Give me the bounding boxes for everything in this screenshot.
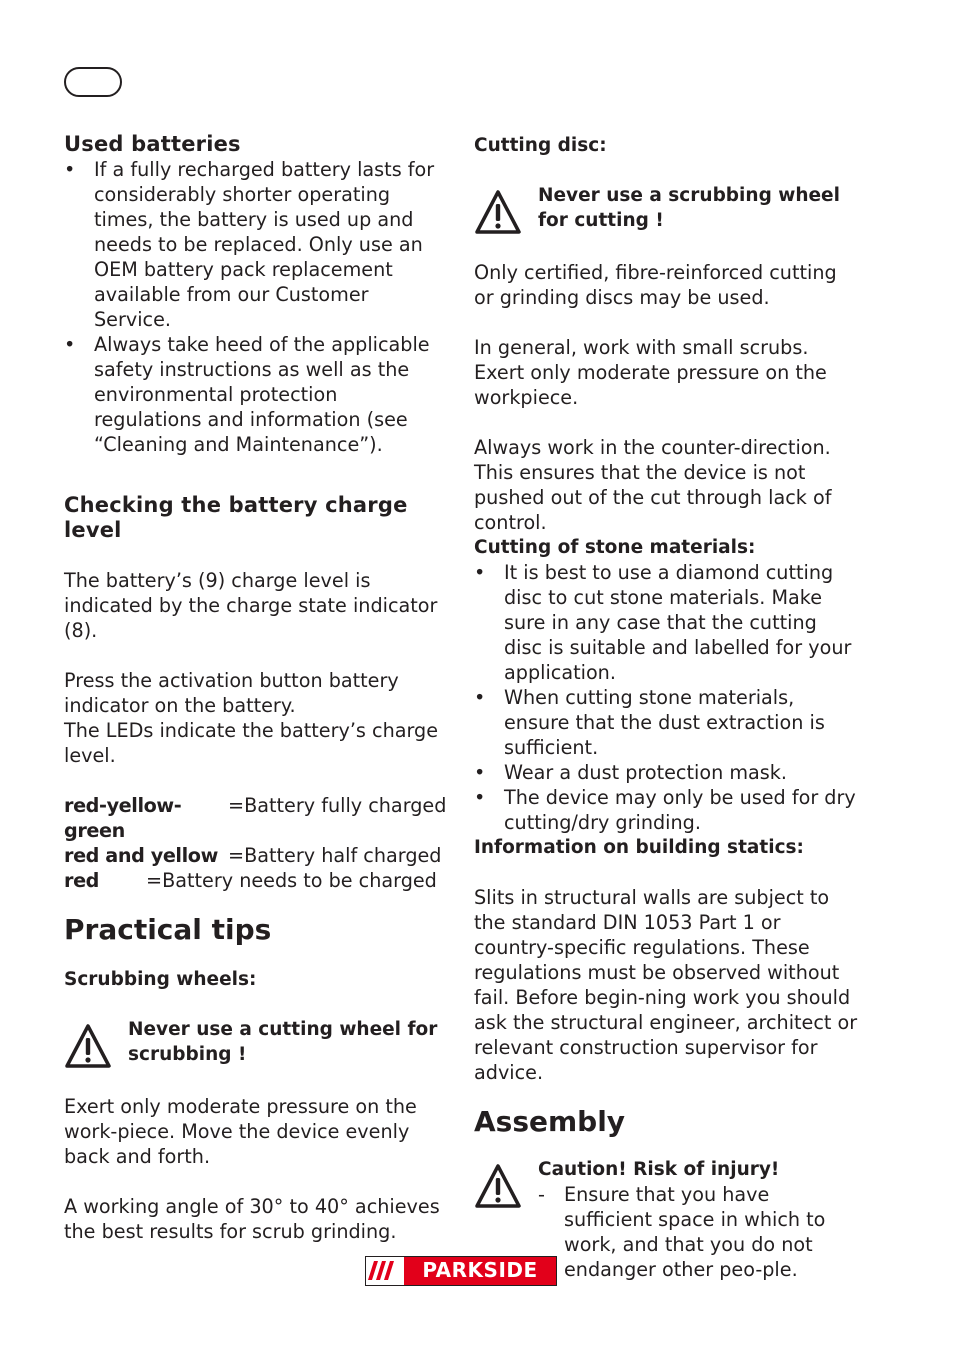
assembly-warning-body xyxy=(538,1157,860,1282)
cutting-disc-heading: Cutting disc: xyxy=(474,135,607,156)
scrubbing-warning xyxy=(64,1017,450,1069)
list-item: • Always take heed of the applicable safety instructions as well as the environmental protection regulations and information (see “Cleaning and Maintenance”). xyxy=(64,332,450,457)
warning-triangle-icon xyxy=(474,1163,522,1209)
charge-level-text: The battery’s (9) charge level is indicated by the charge state indicator (8). xyxy=(64,569,438,642)
cutting-disc-text: In general, work with small scrubs. Exert only moderate pressure on the workpiece. xyxy=(474,336,827,409)
building-statics-text: Slits in structural walls are subject to the standard DIN 1053 Part 1 or country-specific regulations. These regulations must be observed without fail. Before begin-ning work you should ask the structural engineer, architect or relevant construction supervisor for advice. xyxy=(474,886,858,1084)
scrubbing-text: A working angle of 30° to 40° achieves the best results for scrub grinding. xyxy=(64,1195,440,1243)
warning-triangle-icon xyxy=(64,1023,112,1069)
scrubbing-text: Exert only moderate pressure on the work-piece. Move the device evenly back and forth. xyxy=(64,1095,417,1168)
right-column xyxy=(474,130,860,1282)
used-batteries-list xyxy=(64,157,450,457)
stone-materials-heading: Cutting of stone materials: xyxy=(474,537,756,558)
list-item: • When cutting stone materials, ensure that the dust extraction is sufficient. xyxy=(474,685,860,760)
charge-level-text: Press the activation button battery indicator on the battery. xyxy=(64,669,399,717)
charge-row xyxy=(64,868,450,893)
left-column xyxy=(64,130,450,1244)
charge-row-value: =Battery fully charged xyxy=(228,794,447,817)
list-item: • If a fully recharged battery lasts for considerably shorter operating times, the battery is used up and needs to be replaced. Only use an OEM battery pack replacement available from our Customer Service. xyxy=(64,157,450,332)
practical-tips-heading: Practical tips xyxy=(64,913,272,946)
charge-row-label: red-yellow-green xyxy=(64,794,182,842)
charge-row-value: =Battery half charged xyxy=(228,844,442,867)
assembly-heading: Assembly xyxy=(474,1105,626,1138)
charge-row xyxy=(64,793,450,843)
building-statics-heading: Information on building statics: xyxy=(474,837,804,858)
cutting-warning xyxy=(474,183,860,235)
assembly-warning-list xyxy=(538,1182,860,1282)
logo-stripes-icon xyxy=(366,1257,404,1284)
scrubbing-wheels-heading: Scrubbing wheels: xyxy=(64,969,257,990)
language-badge xyxy=(64,67,122,97)
logo-stripes xyxy=(366,1257,404,1285)
charge-row-label: red and yellow xyxy=(64,844,218,867)
used-batteries-heading: Used batteries xyxy=(64,132,241,156)
assembly-warning-title: Caution! Risk of injury! xyxy=(538,1159,780,1180)
list-item: - Ensure that you have sufficient space in which to work, and that you do not endanger other peo-ple. xyxy=(538,1182,860,1282)
cutting-warning-text: Never use a scrubbing wheel for cutting ! xyxy=(538,185,840,231)
charge-level-text: The LEDs indicate the battery’s charge level. xyxy=(64,719,439,767)
charge-row xyxy=(64,843,450,868)
charge-row-label: red xyxy=(64,869,100,892)
charge-level-heading: Checking the battery charge level xyxy=(64,493,408,542)
logo-brand-text: PARKSIDE xyxy=(404,1257,556,1285)
charge-row-value: =Battery needs to be charged xyxy=(146,869,437,892)
charge-level-table xyxy=(64,793,450,893)
parkside-logo xyxy=(365,1256,557,1286)
cutting-disc-text: Only certified, fibre-reinforced cutting or grinding discs may be used. xyxy=(474,261,837,309)
list-item: • Wear a dust protection mask. xyxy=(474,760,860,785)
list-item: • It is best to use a diamond cutting disc to cut stone materials. Make sure in any case that the cutting disc is suitable and labelled for your application. xyxy=(474,560,860,685)
warning-triangle-icon xyxy=(474,189,522,235)
stone-materials-list xyxy=(474,560,860,835)
list-item: • The device may only be used for dry cutting/dry grinding. xyxy=(474,785,860,835)
scrubbing-warning-text: Never use a cutting wheel for scrubbing ! xyxy=(128,1019,438,1065)
cutting-disc-text: Always work in the counter-direction. This ensures that the device is not pushed out of the cut through lack of control. xyxy=(474,436,832,534)
